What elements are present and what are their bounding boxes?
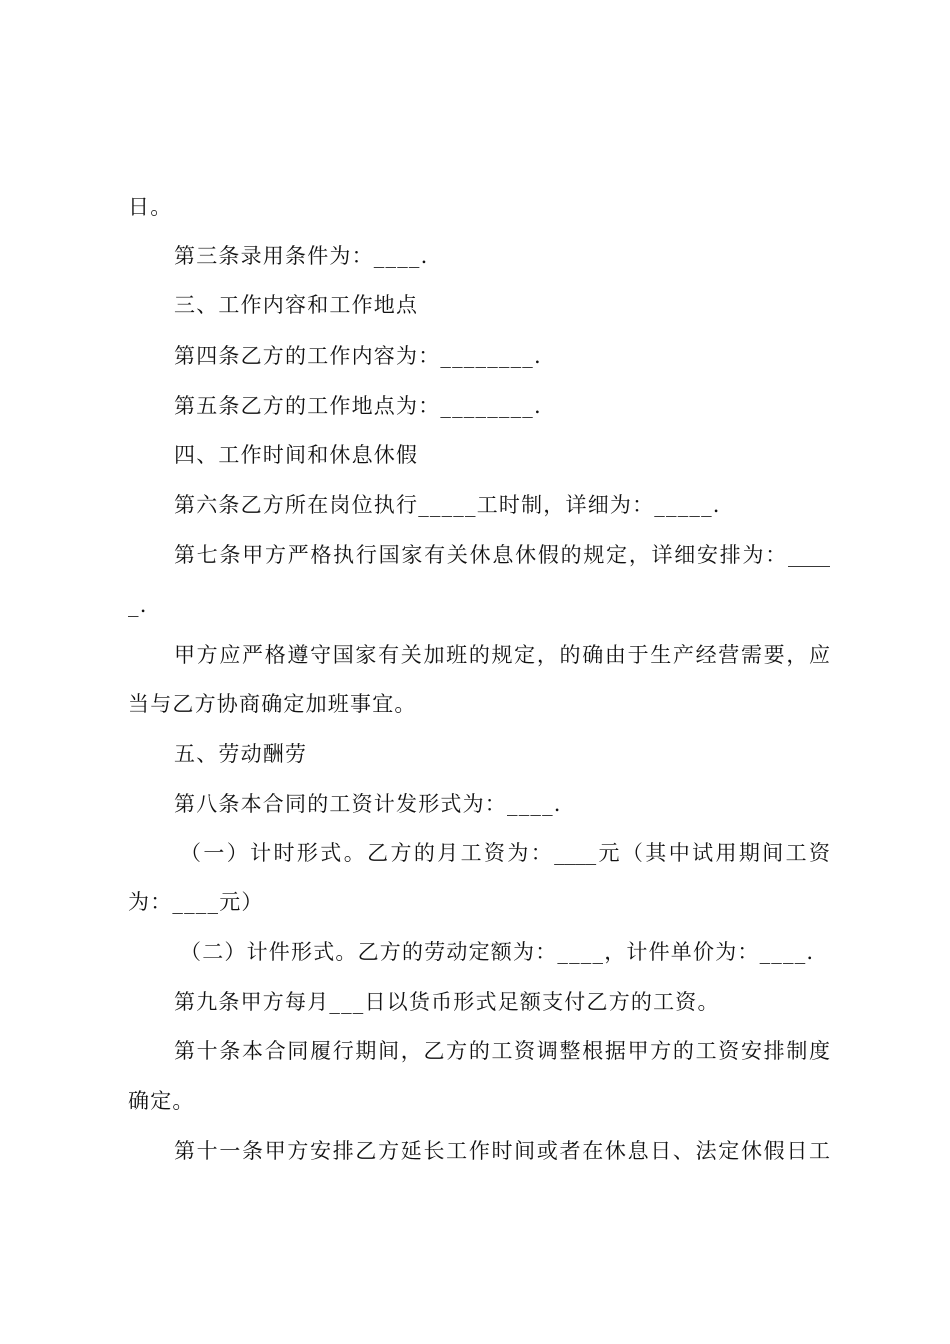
article-4-work-content: 第四条乙方的工作内容为：________. xyxy=(174,344,542,368)
clause-1-time-based-wage: （一）计时形式。乙方的月工资为：____元（其中试用期间工资 xyxy=(180,841,830,865)
section-5-heading: 五、劳动酬劳 xyxy=(174,742,308,766)
article-7-rest-leave: 第七条甲方严格执行国家有关休息休假的规定，详细安排为：____ xyxy=(174,543,830,567)
article-7-continuation: _. xyxy=(128,593,148,617)
overtime-paragraph-continuation: 当与乙方协商确定加班事宜。 xyxy=(128,692,417,716)
text-line-continuation: 日。 xyxy=(128,195,173,219)
overtime-paragraph: 甲方应严格遵守国家有关加班的规定，的确由于生产经营需要，应 xyxy=(174,643,830,667)
clause-2-piece-rate-wage: （二）计件形式。乙方的劳动定额为：____，计件单价为：____. xyxy=(180,940,815,964)
article-10-wage-adjustment: 第十条本合同履行期间，乙方的工资调整根据甲方的工资安排制度 xyxy=(174,1039,830,1063)
article-6-working-hours: 第六条乙方所在岗位执行_____工时制，详细为：_____. xyxy=(174,493,721,517)
article-8-wage-form: 第八条本合同的工资计发形式为：____. xyxy=(174,792,562,816)
clause-1-continuation: 为：____元） xyxy=(128,890,264,914)
article-10-continuation: 确定。 xyxy=(128,1089,195,1113)
article-5-work-location: 第五条乙方的工作地点为：________. xyxy=(174,394,542,418)
article-3-hiring-conditions: 第三条录用条件为：____. xyxy=(174,244,429,268)
section-3-heading: 三、工作内容和工作地点 xyxy=(174,293,419,317)
section-4-heading: 四、工作时间和休息休假 xyxy=(174,443,419,467)
article-9-payment-date: 第九条甲方每月___日以货币形式足额支付乙方的工资。 xyxy=(174,990,720,1014)
article-11-overtime-arrangement: 第十一条甲方安排乙方延长工作时间或者在休息日、法定休假日工 xyxy=(174,1139,830,1163)
